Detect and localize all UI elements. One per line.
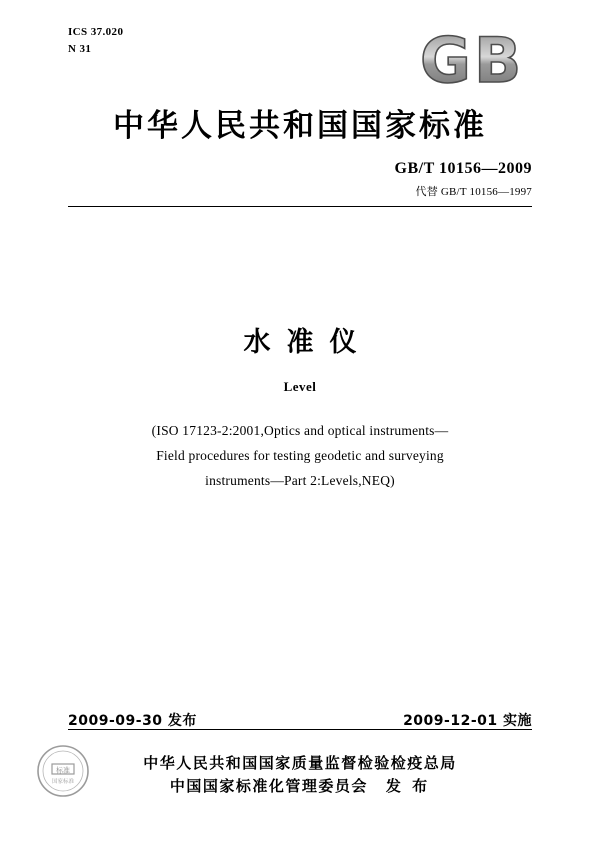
implementation-date: 2009-12-01 实施 [403,713,532,729]
document-title-en: Level [283,379,317,394]
issuer-block [0,752,600,798]
publish-label: 发 布 [385,777,431,795]
standard-replaces: 代替 GB/T 10156—1997 [415,186,532,198]
date-row [68,710,532,730]
svg-text:B: B [474,26,522,88]
issue-date: 2009-09-30 发布 [68,713,197,729]
iso-reference [0,418,600,493]
standard-code: GB/T 10156—2009 [394,160,532,177]
document-title-cn: 水准仪 [243,327,373,358]
classification-code: N 31 [68,43,92,55]
issuer-line-1: 中华人民共和国国家质量监督检验检疫总局 [143,754,457,772]
iso-reference-line-2: Field procedures for testing geodetic and surveying [156,448,444,463]
gb-logo-icon [418,26,538,88]
issuer-line-2: 中国国家标准化管理委员会 [169,777,368,795]
standard-number-block [395,160,532,199]
divider-top [68,206,532,207]
divider-bottom [68,729,532,730]
issuer-line-2-wrapper [0,775,600,798]
svg-text:标准: 标准 [56,766,70,775]
svg-text:国家标准: 国家标准 [51,779,75,785]
national-standard-title: 中华人民共和国国家标准 [113,108,487,144]
iso-reference-line-1: (ISO 17123-2:2001,Optics and optical instruments— [151,423,449,438]
iso-reference-line-3: instruments—Part 2:Levels,NEQ) [205,473,395,488]
ics-block [68,24,123,58]
ics-code: ICS 37.020 [68,26,124,38]
svg-text:G: G [420,26,471,88]
